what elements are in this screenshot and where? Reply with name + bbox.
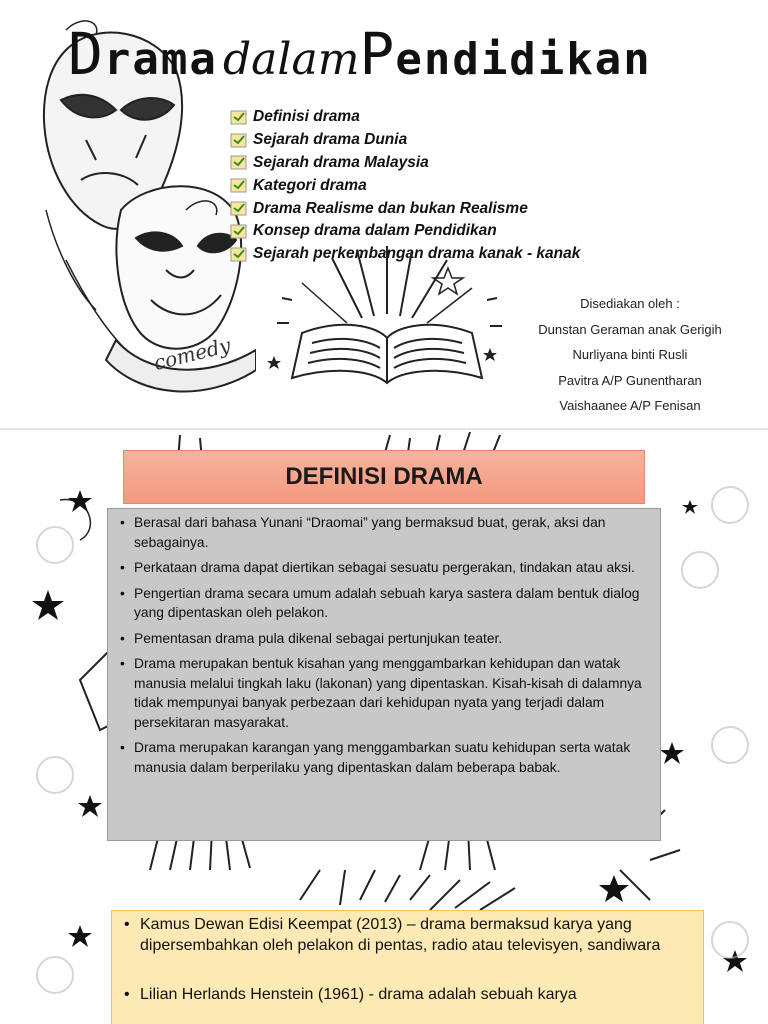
topic-label: Sejarah drama Dunia — [253, 131, 408, 149]
topic-item[interactable] — [230, 152, 580, 175]
title-letter-d: D — [68, 20, 104, 88]
title-letter-p: P — [359, 20, 396, 88]
topic-label: Drama Realisme dan bukan Realisme — [253, 199, 528, 217]
definition-item: • Perkataan drama dapat diertikan sebagai sesuatu pergerakan, tindakan atau aksi. — [114, 558, 650, 578]
topic-label: Kategori drama — [253, 176, 367, 194]
definition-item: • Pementasan drama pula dikenal sebagai pertunjukan teater. — [114, 629, 650, 649]
note-icon — [230, 178, 247, 193]
topic-item[interactable] — [230, 106, 580, 129]
topic-item[interactable] — [230, 197, 580, 220]
topic-label: Definisi drama — [253, 108, 360, 126]
page-title — [68, 20, 652, 100]
reference-item: • Lilian Herlands Henstein (1961) - drama adalah sebuah karya — [118, 984, 693, 1005]
definition-item: • Drama merupakan bentuk kisahan yang menggambarkan kehidupan dan watak manusia melalui tingkah laku (lakonan) yang dipentaskan. Kisah-kisah di dalamnya tidak mempunyai banyak perbezaan dari kehidupan nyata yang terjadi dalam persekitaran masyarakat. — [114, 654, 650, 732]
section-header: DEFINISI DRAMA — [123, 450, 645, 504]
note-icon — [230, 201, 247, 216]
title-word-drama: rama — [103, 34, 218, 85]
title-word-dalam: dalam — [222, 34, 360, 85]
note-icon — [230, 110, 247, 125]
reference-list — [118, 914, 693, 1005]
definition-box — [107, 508, 661, 841]
credit-name: Vaishaanee A/P Fenisan — [559, 398, 701, 413]
credits-heading: Disediakan oleh : — [580, 296, 680, 311]
credit-name: Pavitra A/P Gunentharan — [558, 372, 702, 388]
reference-item: • Kamus Dewan Edisi Keempat (2013) – drama bermaksud karya yang dipersembahkan oleh pelakon di pentas, radio atau televisyen, sandiwara — [118, 914, 693, 956]
note-icon — [230, 133, 247, 148]
title-word-pendidikan: endidikan — [395, 34, 652, 85]
topic-label: Sejarah perkembangan drama kanak - kanak — [253, 245, 581, 263]
mask-ribbon-label: comedy — [151, 332, 233, 376]
note-icon — [230, 224, 247, 239]
note-icon — [230, 247, 247, 262]
topic-label: Sejarah drama Malaysia — [253, 153, 429, 171]
open-book-illustration — [262, 238, 512, 398]
note-icon — [230, 155, 247, 170]
title-slide — [0, 0, 768, 430]
definition-item: • Pengertian drama secara umum adalah sebuah karya sastera dalam bentuk dialog yang dipentaskan oleh pelakon. — [114, 584, 650, 623]
topic-item[interactable] — [230, 174, 580, 197]
credits — [510, 296, 750, 424]
definition-item: • Berasal dari bahasa Yunani “Draomai” yang bermaksud buat, gerak, aksi dan sebagainya. — [114, 513, 650, 552]
definition-list — [114, 513, 650, 777]
definition-item: • Drama merupakan karangan yang menggambarkan suatu kehidupan serta watak manusia dalam berperilaku yang dipentaskan dalam beberapa babak. — [114, 738, 650, 777]
definition-slide — [0, 430, 768, 1024]
reference-box — [111, 910, 704, 1024]
credit-name: Dunstan Geraman anak Gerigih — [538, 321, 722, 337]
topic-item[interactable] — [230, 129, 580, 152]
topic-label: Konsep drama dalam Pendidikan — [253, 222, 497, 240]
credit-name: Nurliyana binti Rusli — [572, 347, 688, 362]
